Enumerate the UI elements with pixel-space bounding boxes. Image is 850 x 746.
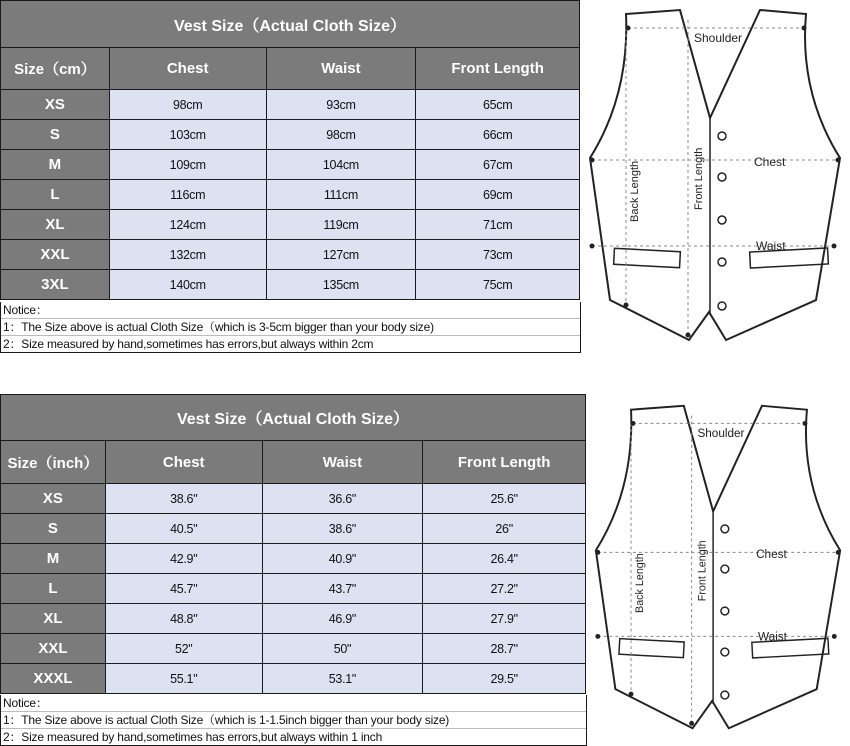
waist-cell: 36.6" <box>262 484 423 514</box>
chest-cell: 40.5" <box>105 514 262 544</box>
notice-line-2: 2：Size measured by hand,sometimes has errors,but always within 1 inch <box>1 728 586 745</box>
table-row <box>1 514 586 544</box>
size-cell: L <box>1 574 106 604</box>
size-table-inch <box>0 394 586 694</box>
front-length-cell: 75cm <box>416 270 580 300</box>
table-row <box>1 210 580 240</box>
waist-cell: 43.7" <box>262 574 423 604</box>
front-length-cell: 73cm <box>416 240 580 270</box>
chest-cell: 42.9" <box>105 544 262 574</box>
size-cell: 3XL <box>1 270 110 300</box>
waist-cell: 135cm <box>266 270 416 300</box>
vest-collar <box>684 406 762 512</box>
header-size: Size（inch） <box>1 441 106 484</box>
button <box>718 132 726 140</box>
front-length-cell: 65cm <box>416 90 580 120</box>
chest-cell: 124cm <box>109 210 266 240</box>
size-cell: XXL <box>1 634 106 664</box>
chest-cell: 52" <box>105 634 262 664</box>
front-length-cell: 27.9" <box>423 604 586 634</box>
front-length-cell: 66cm <box>416 120 580 150</box>
size-cell: M <box>1 150 110 180</box>
size-chart-inch <box>0 394 850 742</box>
size-cell: S <box>1 120 110 150</box>
table-row <box>1 120 580 150</box>
notice-box <box>0 695 587 746</box>
waist-cell: 111cm <box>266 180 416 210</box>
left-pocket <box>619 639 684 658</box>
front-length-cell: 28.7" <box>423 634 586 664</box>
vest-diagram <box>584 0 846 352</box>
button <box>721 525 729 533</box>
size-cell: XS <box>1 484 106 514</box>
header-front-length: Front Length <box>423 441 586 484</box>
header-front-length: Front Length <box>416 48 580 90</box>
table-row <box>1 604 586 634</box>
size-cell: XXXL <box>1 664 106 694</box>
table-row <box>1 180 580 210</box>
button <box>718 216 726 224</box>
size-cell: L <box>1 180 110 210</box>
chest-cell: 140cm <box>109 270 266 300</box>
header-waist: Waist <box>262 441 423 484</box>
chest-label: Chest <box>756 548 787 562</box>
back-length-label: Back Length <box>633 553 646 613</box>
front-length-cell: 67cm <box>416 150 580 180</box>
waist-cell: 40.9" <box>262 544 423 574</box>
size-table-cm <box>0 0 580 300</box>
chest-cell: 98cm <box>109 90 266 120</box>
table-row <box>1 544 586 574</box>
left-pocket <box>614 248 681 267</box>
chest-cell: 116cm <box>109 180 266 210</box>
chest-label: Chest <box>754 155 786 169</box>
button <box>721 607 729 615</box>
front-length-cell: 69cm <box>416 180 580 210</box>
size-cell: XXL <box>1 240 110 270</box>
waist-cell: 127cm <box>266 240 416 270</box>
notice-heading: Notice： <box>3 696 48 710</box>
notice-heading: Notice： <box>3 303 48 317</box>
size-cell: XS <box>1 90 110 120</box>
shoulder-label: Shoulder <box>697 427 745 441</box>
vest-diagram <box>590 394 846 742</box>
notice-box <box>0 302 581 353</box>
front-length-cell: 25.6" <box>423 484 586 514</box>
table-row <box>1 634 586 664</box>
waist-label: Waist <box>758 630 787 644</box>
shoulder-label: Shoulder <box>694 31 743 45</box>
button <box>721 648 729 656</box>
waist-cell: 46.9" <box>262 604 423 634</box>
size-cell: XL <box>1 604 106 634</box>
vest-collar <box>680 10 760 118</box>
header-waist: Waist <box>266 48 416 90</box>
front-length-label: Front Length <box>696 540 709 602</box>
front-length-cell: 71cm <box>416 210 580 240</box>
waist-cell: 93cm <box>266 90 416 120</box>
notice-line-2: 2：Size measured by hand,sometimes has errors,but always within 2cm <box>1 335 580 352</box>
button <box>718 302 726 310</box>
size-chart-cm <box>0 0 850 352</box>
table-row <box>1 484 586 514</box>
notice-line-1: 1：The Size above is actual Cloth Size（which is 1-1.5inch bigger than your body size) <box>1 711 586 728</box>
table-row <box>1 90 580 120</box>
waist-cell: 119cm <box>266 210 416 240</box>
waist-cell: 50" <box>262 634 423 664</box>
front-length-cell: 27.2" <box>423 574 586 604</box>
chest-cell: 45.7" <box>105 574 262 604</box>
size-cell: M <box>1 544 106 574</box>
header-size: Size（cm） <box>1 48 110 90</box>
front-length-cell: 29.5" <box>423 664 586 694</box>
chest-cell: 38.6" <box>105 484 262 514</box>
chest-cell: 109cm <box>109 150 266 180</box>
button <box>721 691 729 699</box>
table-row <box>1 574 586 604</box>
front-length-cell: 26.4" <box>423 544 586 574</box>
table-row <box>1 150 580 180</box>
header-chest: Chest <box>105 441 262 484</box>
table-title: Vest Size（Actual Cloth Size） <box>1 1 580 48</box>
table-row <box>1 270 580 300</box>
chest-cell: 55.1" <box>105 664 262 694</box>
header-chest: Chest <box>109 48 266 90</box>
table-row <box>1 664 586 694</box>
chest-cell: 132cm <box>109 240 266 270</box>
vest-outline <box>590 10 840 340</box>
size-cell: XL <box>1 210 110 240</box>
notice-line-1: 1：The Size above is actual Cloth Size（which is 3-5cm bigger than your body size) <box>1 318 580 335</box>
waist-label: Waist <box>756 239 786 253</box>
table-title: Vest Size（Actual Cloth Size） <box>1 395 586 441</box>
chest-cell: 48.8" <box>105 604 262 634</box>
waist-cell: 98cm <box>266 120 416 150</box>
table-row <box>1 240 580 270</box>
vest-outline <box>596 406 840 728</box>
waist-cell: 53.1" <box>262 664 423 694</box>
front-length-cell: 26" <box>423 514 586 544</box>
front-length-label: Front Length <box>693 147 705 210</box>
button <box>718 173 726 181</box>
waist-cell: 38.6" <box>262 514 423 544</box>
button <box>718 258 726 266</box>
back-length-label: Back Length <box>629 160 641 222</box>
waist-cell: 104cm <box>266 150 416 180</box>
size-cell: S <box>1 514 106 544</box>
button <box>721 565 729 573</box>
chest-cell: 103cm <box>109 120 266 150</box>
